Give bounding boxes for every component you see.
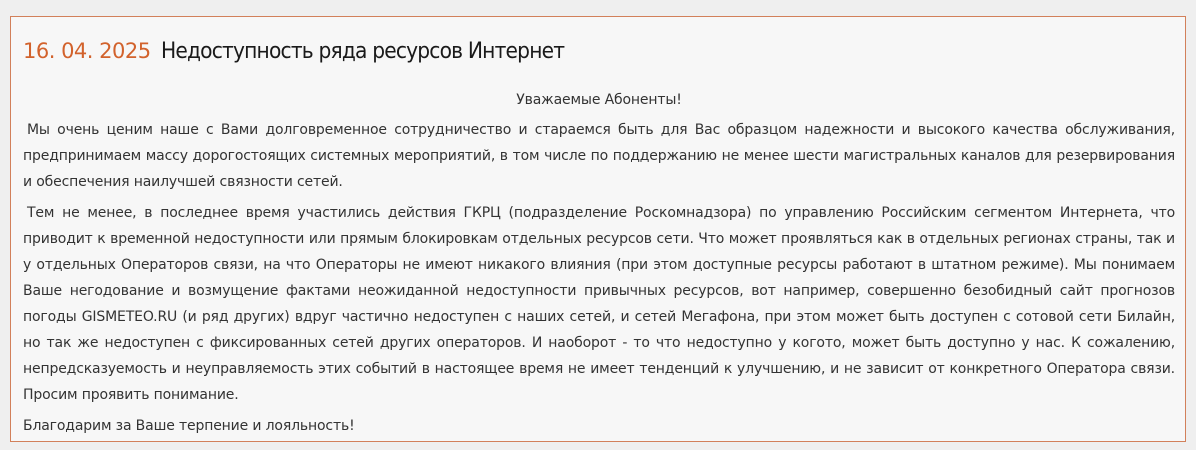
- paragraph-2: Тем не менее, в последнее время участились действия ГКРЦ (подразделение Роскомнадзора) по управлению Российским сегментом Интернета, что приводит к временной недоступности или прямым блокировкам отдельных ресурсов сети. Что может проявляться как в отдельных регионах страны, так и у отдельных Операторов связи, на что Операторы не имеют никакого влияния (при этом доступные ресурсы работают в штатном режиме). Мы понимаем Ваше негодование и возмущение фактами неожиданной недоступности привычных ресурсов, вот например, совершенно безобидный сайт прогнозов погоды GISMETEO.RU (и ряд других) вдруг частично недоступен с наших сетей, и сетей Мегафона, при этом может быть доступен с сотовой сети Билайн, но так же недоступен с фиксированных сетей других операторов. И наоборот - то что недоступно у когото, может быть доступно у нас. К сожалению, непредсказуемость и неуправляемость этих событий в настоящее время не имеет тенденций к улучшению, и не зависит от конкретного Оператора связи. Просим проявить понимание.: [23, 205, 1175, 403]
- news-header: [23, 39, 1175, 79]
- news-card: [10, 16, 1186, 442]
- greeting: Уважаемые Абоненты!: [516, 92, 682, 108]
- paragraph-1: Мы очень ценим наше с Вами долговременное сотрудничество и стараемся быть для Вас образцом надежности и высокого качества обслуживания, предпринимаем массу дорогостоящих системных мероприятий, в том числе по поддержанию не менее шести магистральных каналов для резервирования и обеспечения наилучшей связности сетей.: [23, 122, 1175, 190]
- news-body: [23, 87, 1175, 439]
- news-title: Недоступность ряда ресурсов Интернет: [161, 39, 565, 64]
- news-date: 16. 04. 2025: [23, 39, 151, 63]
- closing: Благодарим за Ваше терпение и лояльность!: [23, 418, 355, 434]
